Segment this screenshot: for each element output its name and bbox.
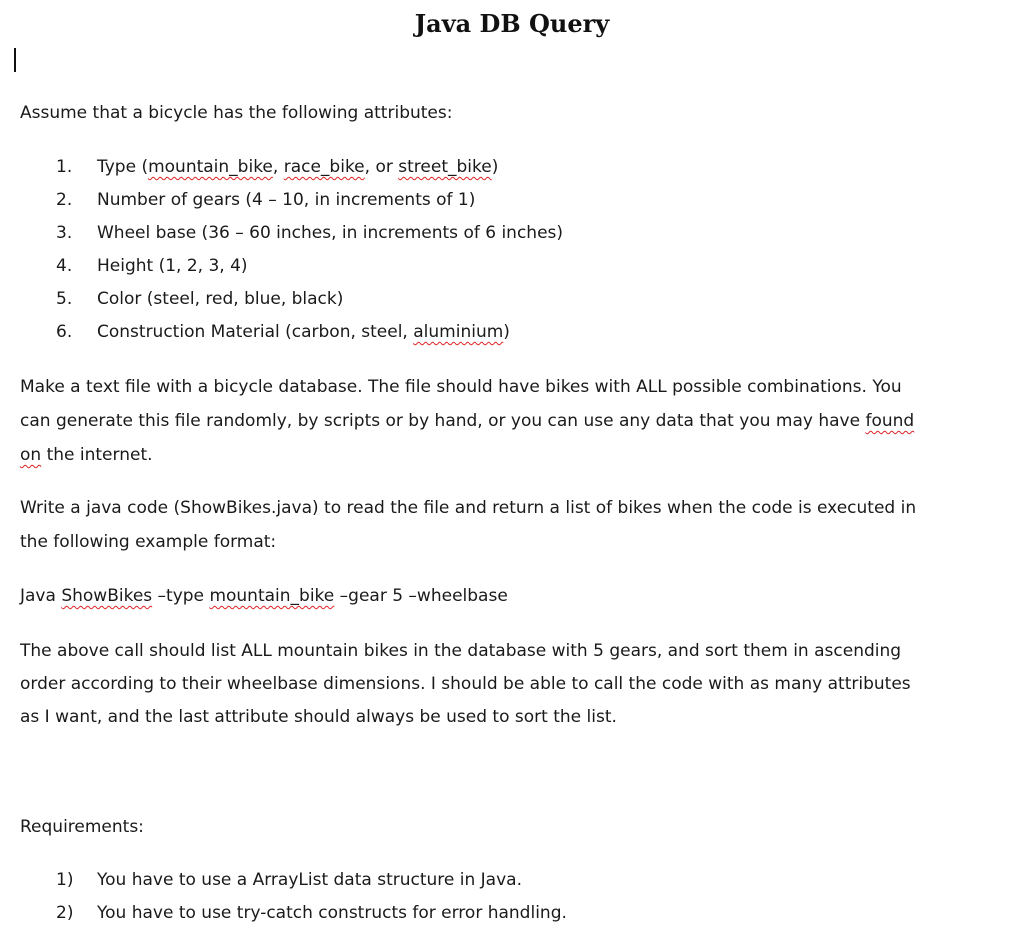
misspelled-word: found (865, 411, 915, 431)
list-number: 1) (56, 870, 74, 890)
list-item (20, 217, 1000, 250)
list-number: 5. (56, 289, 73, 309)
list-number: 4. (56, 256, 73, 276)
list-text: Number of gears (4 – 10, in increments of 1) (97, 190, 476, 210)
list-text: Wheel base (36 – 60 inches, in increments of 6 inches) (97, 223, 564, 243)
list-text (97, 151, 498, 184)
list-text: Color (steel, red, blue, black) (97, 289, 344, 309)
paragraph-line: order according to their wheelbase dimensions. I should be able to call the code with as many attributes (20, 674, 911, 694)
list-number: 6. (56, 322, 73, 342)
paragraph-line (20, 438, 1024, 472)
text-run: Construction Material (carbon, steel, (97, 322, 414, 342)
list-number: 1. (56, 157, 73, 177)
paragraph-line (20, 404, 1024, 438)
list-number: 2. (56, 190, 73, 210)
text-cursor (14, 48, 16, 72)
paragraph-line: The above call should list ALL mountain bikes in the database with 5 gears, and sort them in ascending (20, 641, 902, 661)
list-item (20, 897, 1000, 930)
requirements-heading: Requirements: (20, 817, 144, 837)
intro-text: Assume that a bicycle has the following attributes: (20, 103, 453, 123)
misspelled-word: mountain_bike (209, 586, 335, 606)
list-number: 2) (56, 903, 74, 923)
text-run: the internet. (41, 445, 153, 465)
list-item (20, 151, 1000, 184)
misspelled-word: mountain_bike (148, 157, 273, 177)
text-run: –gear 5 –wheelbase (334, 586, 508, 606)
text-run: Type ( (97, 157, 149, 177)
text-run: Java (20, 586, 62, 606)
list-item (20, 316, 1000, 349)
list-item (20, 864, 1000, 897)
text-run: can generate this file randomly, by scripts or by hand, or you can use any data that you may have (20, 411, 866, 431)
text-run: , or (364, 157, 399, 177)
list-text: You have to use a ArrayList data structure in Java. (97, 870, 522, 890)
page-title: Java DB Query (414, 9, 610, 38)
list-number: 3. (56, 223, 73, 243)
paragraph-line: Make a text file with a bicycle database. The file should have bikes with ALL possible combinations. You (20, 377, 902, 397)
misspelled-word: aluminium (413, 322, 504, 342)
requirements-list (20, 864, 1000, 930)
command-example (20, 579, 1024, 613)
text-run: ) (491, 157, 499, 177)
text-run: –type (152, 586, 210, 606)
misspelled-word: ShowBikes (61, 586, 153, 606)
paragraph-line: as I want, and the last attribute should always be used to sort the list. (20, 707, 617, 727)
list-item (20, 184, 1000, 217)
misspelled-word: on (20, 445, 42, 465)
paragraph-line: Write a java code (ShowBikes.java) to read the file and return a list of bikes when the code is executed in (20, 498, 917, 518)
list-text: Height (1, 2, 3, 4) (97, 256, 248, 276)
list-text: You have to use try-catch constructs for error handling. (97, 903, 567, 923)
paragraph-line: the following example format: (20, 532, 277, 552)
text-run: ) (503, 322, 510, 342)
text-run: , (272, 157, 284, 177)
list-item (20, 283, 1000, 316)
list-item (20, 250, 1000, 283)
list-text (97, 316, 510, 349)
misspelled-word: street_bike (398, 157, 492, 177)
attribute-list (20, 151, 1000, 349)
misspelled-word: race_bike (283, 157, 365, 177)
